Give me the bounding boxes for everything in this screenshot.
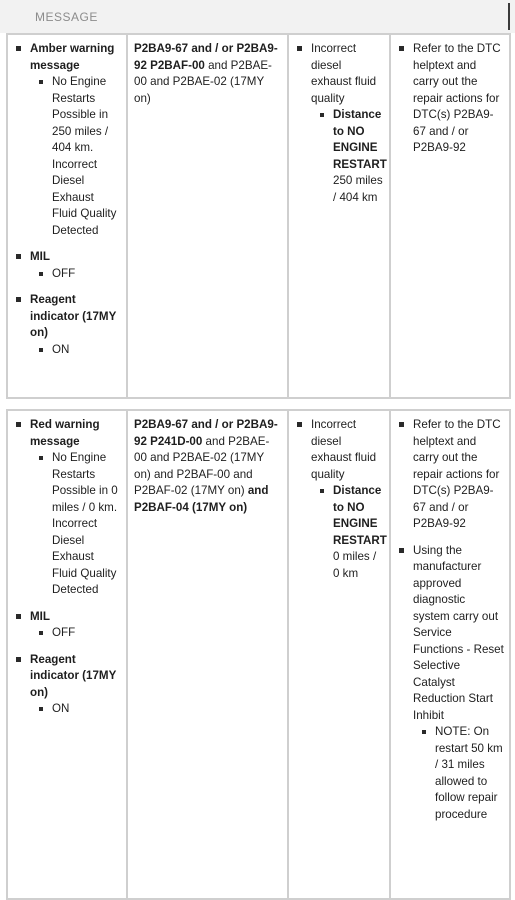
mil-value: OFF: [30, 266, 121, 283]
dtc-table: [6, 33, 511, 900]
message-detail: No Engine Restarts Possible in 250 miles / 404 km. Incorrect Diesel Exhaust Fluid Quality Detected: [30, 74, 121, 239]
dtc-codes-bold-tail: and P2BAF-04 (17MY on): [134, 484, 269, 514]
dtc-codes-bold: P2BA9-67 and / or P2BA9-92 P2BAF-00: [134, 42, 278, 72]
cause-distance-value: 250 miles / 404 km: [333, 174, 383, 204]
table-row-amber: [7, 34, 510, 398]
column-header-message: MESSAGE: [35, 10, 98, 24]
dtc-codes-normal: and P2BAE-00 and P2BAE-02 (17MY on) and P2BAF-00 and P2BAF-02 (17MY on): [134, 434, 270, 497]
reagent-label: Reagent indicator (17MY on): [30, 652, 117, 699]
dtc-cell: [127, 410, 288, 899]
table-row-red: [7, 410, 510, 899]
row-spacer: [7, 398, 510, 410]
dtc-codes-bold: P2BA9-67 and / or P2BA9-92 P241D-00: [134, 418, 278, 448]
action-cell: [390, 34, 510, 398]
reagent-label: Reagent indicator (17MY on): [30, 293, 117, 339]
action-item-service: Using the manufacturer approved diagnostic system carry out Service Functions - Reset Selective Catalyst Reduction Start Inhibit: [413, 543, 504, 722]
message-title: Red warning message: [30, 418, 100, 448]
cause-main: Incorrect diesel exhaust fluid quality: [311, 418, 377, 481]
action-note: NOTE: On restart 50 km / 31 miles allowed to follow repair procedure: [413, 724, 504, 823]
dtc-cell: [127, 34, 288, 398]
message-cell: [7, 410, 127, 899]
message-title: Amber warning message: [30, 42, 115, 72]
mil-label: MIL: [30, 609, 50, 623]
message-cell: [7, 34, 127, 398]
action-item: Refer to the DTC helptext and carry out the repair actions for DTC(s) P2BA9-67 and / or P2BA9-92: [397, 417, 504, 533]
cause-main: Incorrect diesel exhaust fluid quality: [311, 42, 377, 105]
cause-distance-label: Distance to NO ENGINE RESTART: [333, 108, 387, 171]
mil-value: OFF: [30, 625, 121, 642]
message-detail: No Engine Restarts Possible in 0 miles / 0 km. Incorrect Diesel Exhaust Fluid Quality Detected: [30, 450, 121, 599]
cause-cell: [288, 34, 390, 398]
mil-label: MIL: [30, 250, 50, 263]
cause-cell: [288, 410, 390, 899]
action-cell: [390, 410, 510, 899]
table-header-row: [0, 0, 515, 33]
text-cursor-bar: [508, 3, 510, 30]
cause-distance-value: 0 miles / 0 km: [333, 550, 377, 580]
dtc-codes-normal: and P2BAE-00 and P2BAE-02 (17MY on): [134, 58, 272, 105]
reagent-value: ON: [30, 342, 121, 359]
action-item: Refer to the DTC helptext and carry out the repair actions for DTC(s) P2BA9-67 and / or P2BA9-92: [397, 41, 504, 157]
reagent-value: ON: [30, 701, 121, 718]
cause-distance-label: Distance to NO ENGINE RESTART: [333, 484, 387, 547]
